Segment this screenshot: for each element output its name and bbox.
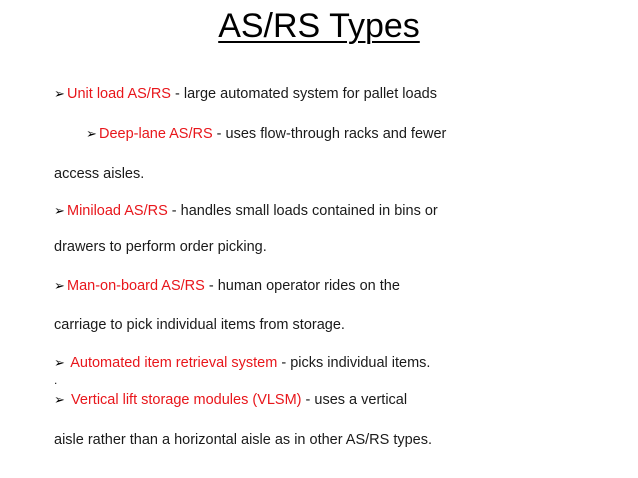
bullet-term: Miniload AS/RS (67, 203, 168, 219)
bullet-description: - handles small loads contained in bins or (167, 203, 438, 219)
bullet-continuation: access aisles. (54, 166, 145, 182)
bullet-continuation: carriage to pick individual items from storage. (54, 317, 345, 333)
bullet-man-on-board (54, 276, 400, 296)
bullet-term: Deep-lane AS/RS (99, 126, 213, 142)
bullet-term: Unit load AS/RS (67, 86, 171, 102)
bullet-deep-lane (86, 124, 446, 144)
bullet-description: - uses a vertical (301, 392, 408, 408)
arrow-bullet-icon: ➢ (54, 203, 65, 218)
arrow-bullet-icon: ➢ (54, 392, 65, 407)
bullet-description: - large automated system for pallet loads (170, 86, 437, 102)
slide-title: AS/RS Types (218, 7, 420, 45)
arrow-bullet-icon: ➢ (54, 355, 65, 370)
bullet-term: Vertical lift storage modules (VLSM) (67, 392, 302, 408)
bullet-term: Automated item retrieval system (67, 355, 278, 371)
arrow-bullet-icon: ➢ (54, 86, 65, 101)
arrow-bullet-icon: ➢ (54, 278, 65, 293)
bullet-continuation: aisle rather than a horizontal aisle as in other AS/RS types. (54, 432, 433, 448)
arrow-bullet-icon: ➢ (86, 126, 97, 141)
bullet-term: Man-on-board AS/RS (67, 278, 205, 294)
bullet-description: - picks individual items. (277, 355, 431, 371)
bullet-unit-load (54, 84, 437, 104)
bullet-miniload (54, 201, 438, 221)
bullet-vlsm (54, 390, 407, 410)
bullet-automated-item-retrieval (54, 353, 430, 373)
bullet-description: - uses flow-through racks and fewer (212, 126, 447, 142)
stray-dot: . (54, 373, 58, 387)
bullet-description: - human operator rides on the (204, 278, 400, 294)
bullet-continuation: drawers to perform order picking. (54, 239, 267, 255)
